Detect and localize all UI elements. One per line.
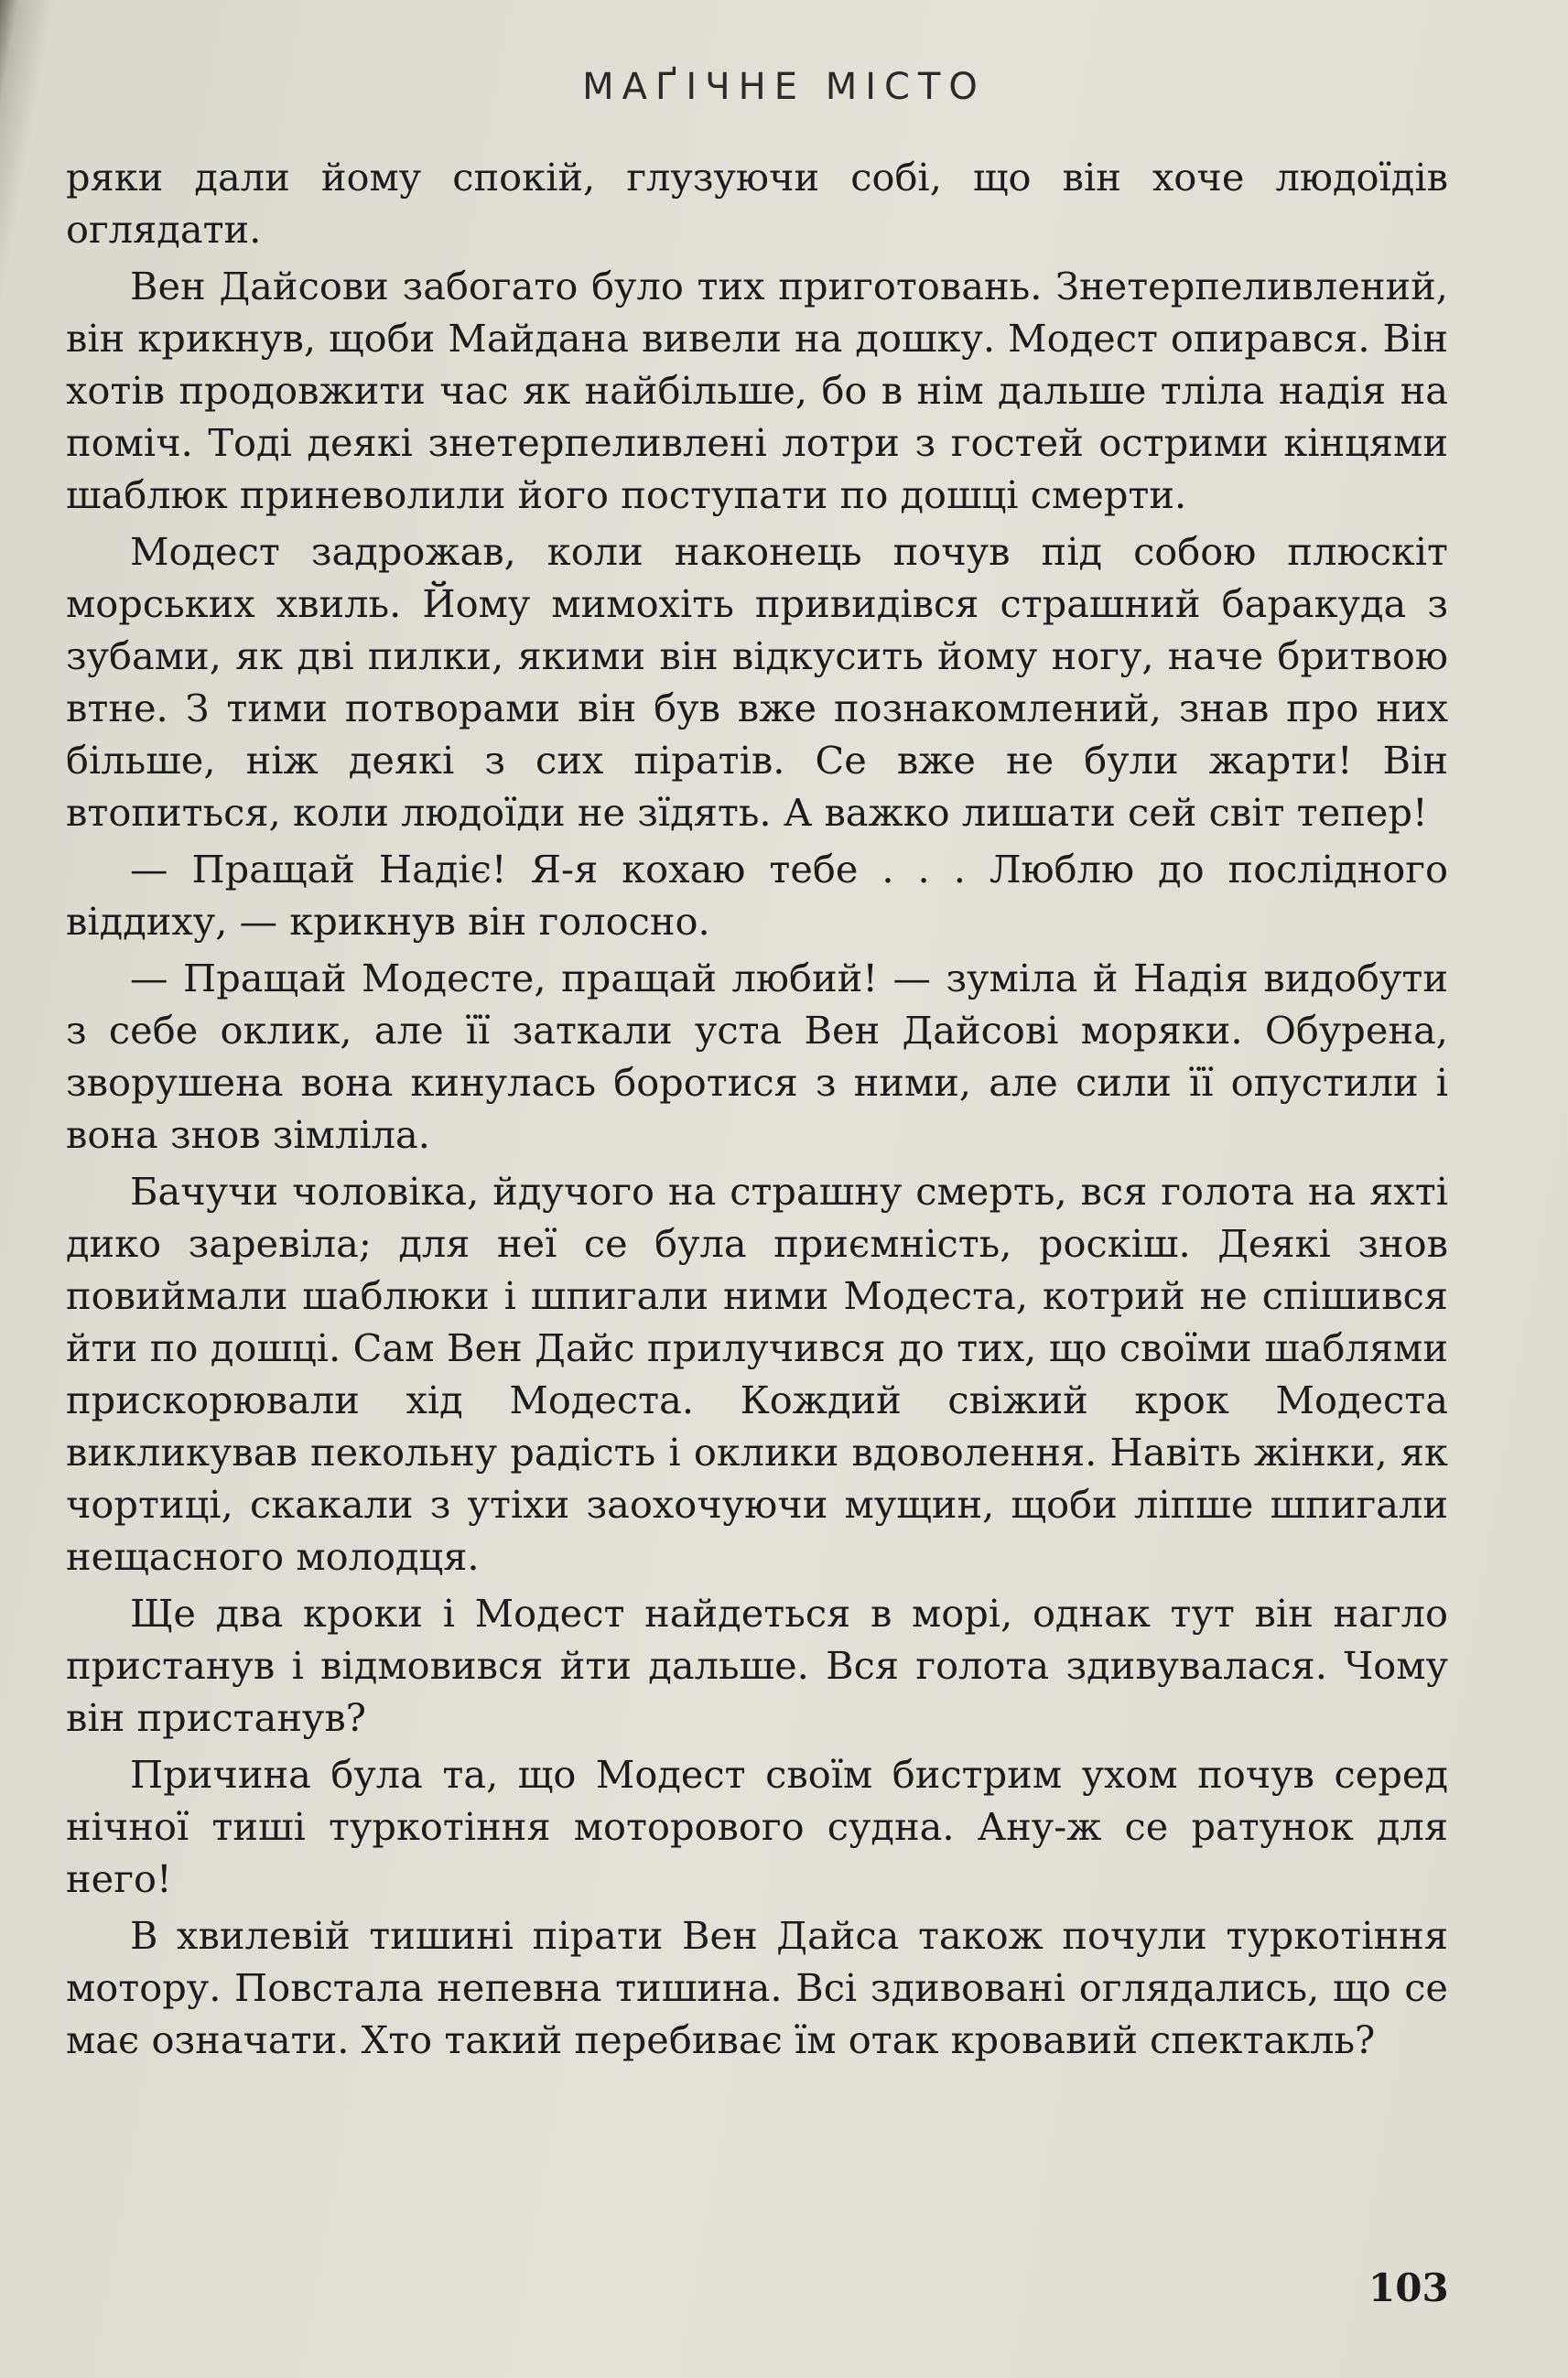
paragraph: Бачучи чоловіка, йдучого на страшну смерть, вся голота на яхті дико заревіла; для неї се була приємність, роскіш. Деякі знов повиймали шаблюки і шпигали ними Модеста, котрий не спішився йти по дошці. Сам Вен Дайс прилучився до тих, що своїми шаблями прискорювали хід Модеста. Кождий свіжий крок Модеста викликував пекольну радість і оклики вдоволення. Навіть жінки, як чортиці, скакали з утіхи заохочуючи мущин, щоби ліпше шпигали нещасного молодця.: [66, 1169, 1448, 1579]
paragraph: — Пращай Модесте, пращай любий! — зуміла й Надія видобути з себе оклик, але її заткали уста Вен Дайсові моряки. Обурена, зворушена вона кинулась боротися з ними, але сили її опустили і вона знов зімліла.: [66, 956, 1448, 1157]
body-text: [66, 151, 1448, 2070]
paragraph: ряки дали йому спокій, глузуючи собі, що він хоче людоїдів оглядати.: [66, 155, 1448, 252]
running-header: МАҐІЧНЕ МІСТО: [582, 66, 986, 108]
paragraph: Ще два кроки і Модест найдеться в морі, однак тут він нагло пристанув і відмовився йти дальше. Вся голота здивувалася. Чому він пристанув?: [66, 1591, 1448, 1740]
paragraph: Вен Дайсови забогато було тих приготовань. Знетерпеливлений, він крикнув, щоби Майдана вивели на дошку. Модест опирався. Він хотів продовжити час як найбільше, бо в нім дальше тліла надія на поміч. Тоді деякі знетерпеливлені лотри з гостей острими кінцями шаблюк приневолили його поступати по дошці смерти.: [66, 264, 1448, 517]
paragraph: Причина була та, що Модест своїм бистрим ухом почув серед нічної тиші туркотіння моторового судна. Ану-ж се ратунок для него!: [66, 1752, 1448, 1901]
page-number: 103: [1368, 2265, 1449, 2310]
paragraph: — Пращай Надіє! Я-я кохаю тебе . . . Люблю до послідного віддиху, — крикнув він голосно.: [66, 847, 1448, 944]
paragraph: В хвилевій тишині пірати Вен Дайса також почули туркотіння мотору. Повстала непевна тишина. Всі здивовані оглядались, що се має означати. Хто такий перебиває їм отак кровавий спектакль?: [66, 1913, 1448, 2062]
paragraph: Модест задрожав, коли наконець почув під собою плюскіт морських хвиль. Йому мимохіть привидівся страшний баракуда з зубами, як дві пилки, якими він відкусить йому ногу, наче бритвою втне. З тими потворами він був вже познакомлений, знав про них більше, ніж деякі з сих піратів. Се вже не були жарти! Він втопиться, коли людоїди не зїдять. А важко лишати сей світ тепер!: [66, 529, 1448, 835]
